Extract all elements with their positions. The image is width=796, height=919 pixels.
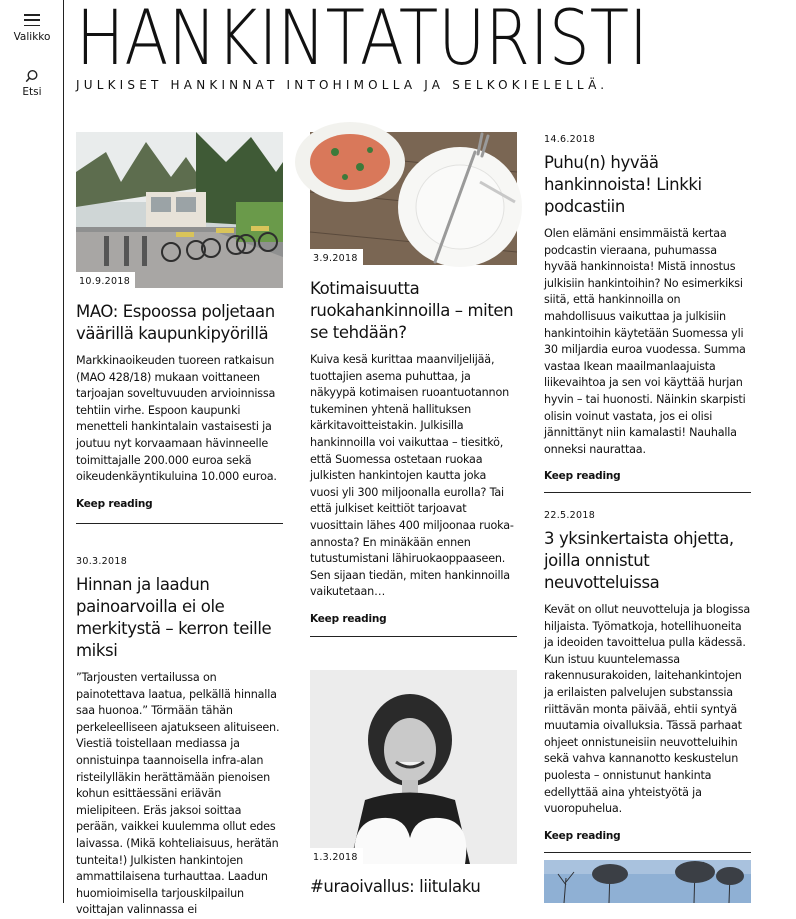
post-title[interactable]: #uraoivallus: liitulaku bbox=[310, 877, 481, 896]
food-plate-image bbox=[310, 132, 517, 265]
post-card bbox=[310, 132, 517, 637]
post-divider bbox=[76, 523, 283, 524]
hamburger-icon bbox=[24, 12, 40, 28]
post-excerpt: Markkinaoikeuden tuoreen ratkaisun (MAO 428/18) mukaan voittaneen tarjoajan soveltuvuuden arvioinnissa tehtiin virhe. Espoon kaupunki menetteli hankintalain vastaisesti ja joutuu nyt korvaamaan hävinneelle toimittajalle 200.000 euroa sekä oikeudenkäyntikuluina 10.000 euroa. bbox=[76, 354, 277, 484]
post-date: 22.5.2018 bbox=[544, 510, 596, 521]
post-divider bbox=[544, 852, 751, 853]
post-card bbox=[76, 556, 283, 919]
post-title[interactable]: Kotimaisuutta ruokahankinnoilla – miten se tehdään? bbox=[310, 279, 514, 342]
keep-reading-link[interactable]: Keep reading bbox=[310, 612, 387, 625]
menu-button[interactable] bbox=[0, 12, 64, 43]
search-button[interactable] bbox=[0, 69, 64, 98]
post-date: 3.9.2018 bbox=[310, 249, 363, 265]
post-date: 14.6.2018 bbox=[544, 134, 596, 145]
post-image-bikes[interactable] bbox=[76, 132, 283, 288]
post-title[interactable]: Puhu(n) hyvää hankinnoista! Linkki podcastiin bbox=[544, 153, 702, 216]
post-excerpt: Kuiva kesä kurittaa maanviljelijää, tuottajien asema puhuttaa, ja näkyypä kotimaisen ruoantuotannon tukeminen yhtenä hallituksen kärkitavoitteistakin. Julkisilla hankinnoilla voi vaikuttaa – tiesitkö, että Suomessa ostetaan ruokaa julkisten hankintojen kautta joka vuosi yli 300 miljoonalla eurolla? Tai että julkiset keittiöt tarjoavat vuosittain lähes 400 miljoonaa ruoka-annosta? En minäkään ennen tutustumistani lähiruokaoppaaseen. Sen sijaan tiedän, miten hankinnoilla vaikutetaan… bbox=[310, 353, 514, 599]
post-card bbox=[310, 670, 517, 906]
post-date: 30.3.2018 bbox=[76, 556, 128, 567]
post-excerpt: ”Tarjousten vertailussa on painotettava laatua, pelkällä hinnalla saa huonoa.” Törmään tähän perkeleelliseen ajatukseen alituiseen. Viestiä toistellaan mediassa ja onnistuinpa taannoisella infra-alan risteilylläkin herättämään pienoisen kohun esittäessäni eriävän mielipiteen. Eräs jaksoi soittaa perään, vaikkei kuulemma ollut edes laivassa. (Mikä kohteliaisuus, herätän tunteita!) Julkisten hankintojen ammattilaisena turhauttaa. Laadun huomioimisella tarjouskilpailun voittajan valinnassa ei bbox=[76, 671, 280, 917]
post-divider bbox=[310, 636, 517, 637]
post-card bbox=[544, 510, 751, 853]
search-icon bbox=[25, 69, 39, 83]
post-card bbox=[544, 134, 751, 493]
post-excerpt: Olen elämäni ensimmäistä kertaa podcastin vieraana, puhumassa hyvää hankinnoista! Mistä innostus julkisiin hankintoihin? No esimerkiksi siitä, että hankinnoilla on mahdollisuus vaikuttaa ja julkisiin hankintoihin käytetään Suomessa yli 30 miljardia euroa vuodessa. Summa vastaa Ikean maailmanlaajuista liikevaihtoa ja sen voi käyttää hurjan hyvin – tai huonosti. Näinkin skarpisti olisin voinut vastata, jos ei olisi jännittänyt niin kamalasti! Nauhalla onneksi naurattaa. bbox=[544, 227, 746, 456]
search-label: Etsi bbox=[22, 86, 42, 98]
winter-trees-image bbox=[544, 860, 751, 903]
bike-station-image bbox=[76, 132, 283, 288]
post-image-food[interactable] bbox=[310, 132, 517, 265]
post-title[interactable]: 3 yksinkertaista ohjetta, joilla onnistut neuvotteluissa bbox=[544, 529, 734, 592]
post-image-winter[interactable] bbox=[544, 860, 751, 903]
menu-label: Valikko bbox=[13, 31, 51, 43]
keep-reading-link[interactable]: Keep reading bbox=[544, 829, 621, 842]
post-title[interactable]: MAO: Espoossa poljetaan väärillä kaupunkipyörillä bbox=[76, 302, 275, 343]
keep-reading-link[interactable]: Keep reading bbox=[76, 497, 153, 510]
keep-reading-link[interactable]: Keep reading bbox=[544, 470, 621, 483]
portrait-image bbox=[310, 670, 517, 864]
post-card bbox=[76, 132, 283, 524]
post-date: 1.3.2018 bbox=[310, 848, 363, 864]
masthead bbox=[76, 0, 756, 92]
site-title[interactable]: HANKINTATURISTI bbox=[76, 0, 648, 82]
post-title[interactable]: Hinnan ja laadun painoarvoilla ei ole merkitystä – kerron teille miksi bbox=[76, 575, 272, 660]
post-image-portrait[interactable] bbox=[310, 670, 517, 864]
post-divider bbox=[544, 492, 751, 493]
site-tagline: JULKISET HANKINNAT INTOHIMOLLA JA SELKOKIELELLÄ. bbox=[76, 78, 609, 92]
sidebar bbox=[0, 0, 64, 903]
post-excerpt: Kevät on ollut neuvotteluja ja blogissa hiljaista. Työmatkoja, hotellihuoneita ja ideoiden tavoittelua pulla kädessä. Kun istuu kuuntelemassa rakennusurakoiden, laitehankintojen ja erilaisten palvelujen substanssia riittävän monta päivää, ehtii syntyä muutamia oivalluksia. Tässä parhaat ohjeet onnistuneisiin neuvotteluihin sekä vahva kannanotto keskustelun puolesta – onnistunut hankinta edellyttää aina yhteistyötä ja vuoropuhelua. bbox=[544, 603, 751, 816]
post-date: 10.9.2018 bbox=[76, 272, 135, 288]
